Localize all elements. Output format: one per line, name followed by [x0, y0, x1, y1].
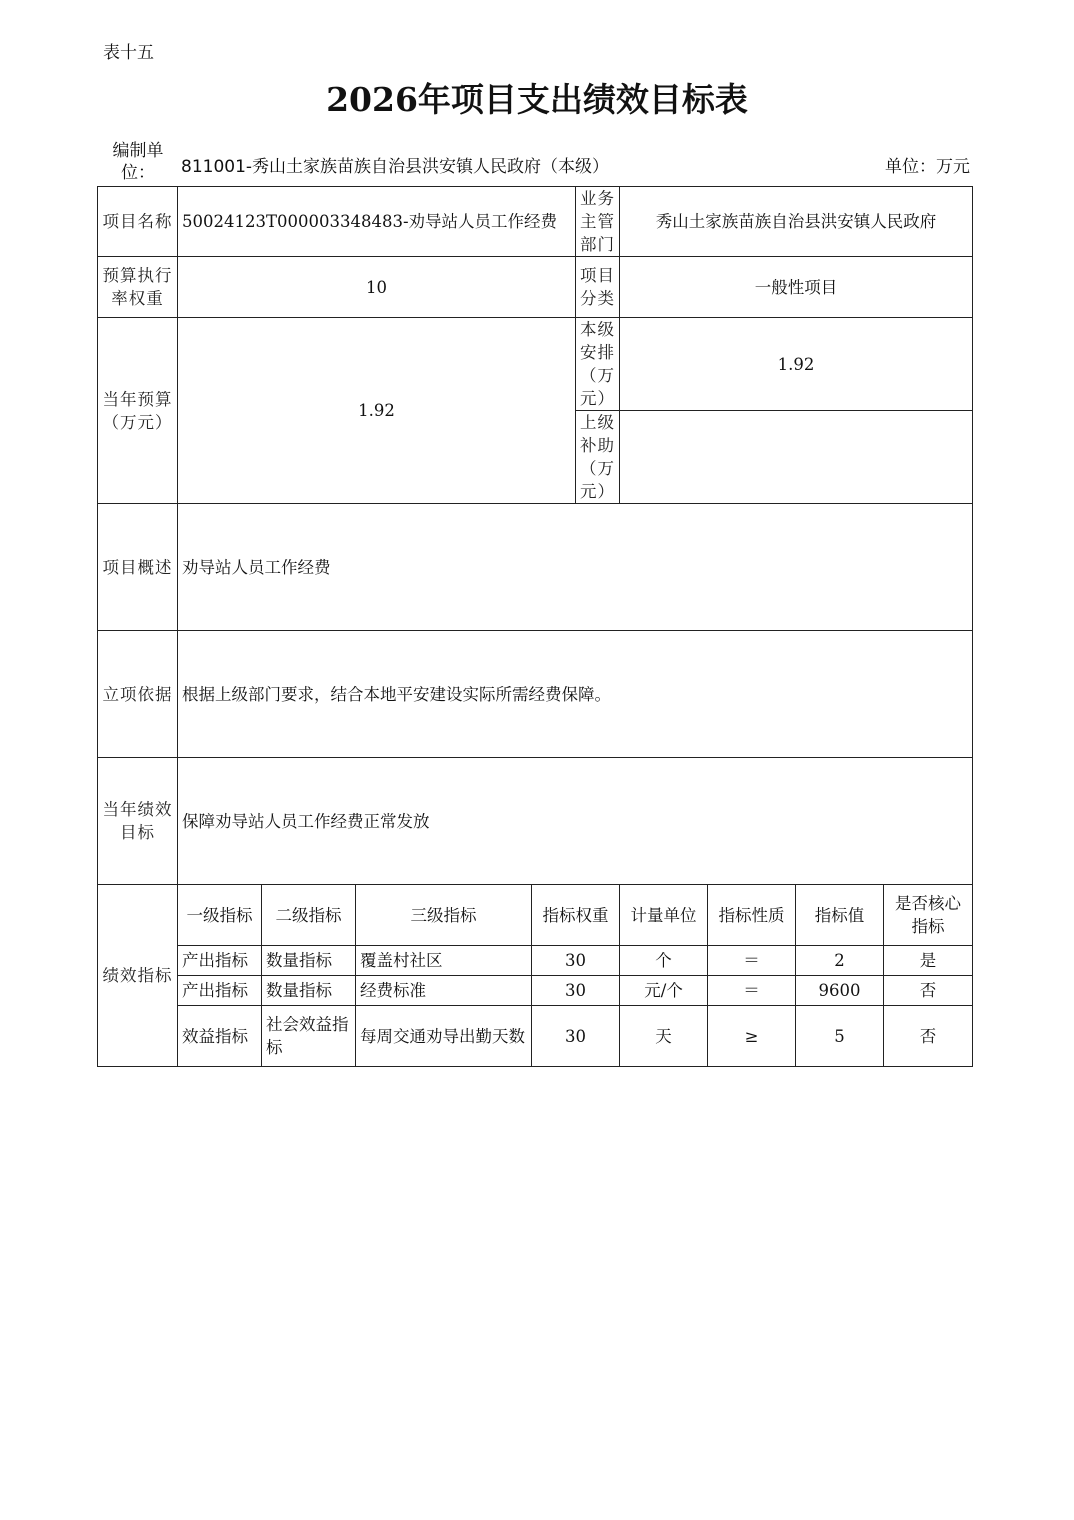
indicator-section-label: 绩效指标 [98, 885, 178, 1067]
basis-value: 根据上级部门要求，结合本地平安建设实际所需经费保障。 [178, 631, 973, 758]
indicator-unit: 天 [620, 1006, 708, 1067]
budget-label: 当年预算（万元） [98, 318, 178, 504]
indicator-weight: 30 [532, 976, 620, 1006]
indicator-weight: 30 [532, 946, 620, 976]
indicator-unit: 元/个 [620, 976, 708, 1006]
goal-value: 保障劝导站人员工作经费正常发放 [178, 758, 973, 885]
upper-value [620, 411, 973, 504]
budget-row [98, 318, 973, 411]
header-weight: 指标权重 [532, 885, 620, 946]
weight-row [98, 257, 973, 318]
indicator-header-row [98, 885, 973, 946]
indicator-nature: ≥ [708, 1006, 796, 1067]
indicator-weight: 30 [532, 1006, 620, 1067]
indicator-level3: 覆盖村社区 [356, 946, 532, 976]
header-unit: 计量单位 [620, 885, 708, 946]
indicator-value: 9600 [796, 976, 884, 1006]
indicator-nature: ＝ [708, 976, 796, 1006]
header-level3: 三级指标 [356, 885, 532, 946]
indicator-level1: 效益指标 [178, 1006, 262, 1067]
weight-value: 10 [178, 257, 576, 318]
basis-label: 立项依据 [98, 631, 178, 758]
indicator-level2: 数量指标 [262, 946, 356, 976]
upper-label: 上级补助（万元） [576, 411, 620, 504]
indicator-unit: 个 [620, 946, 708, 976]
overview-value: 劝导站人员工作经费 [178, 504, 973, 631]
dept-value: 秀山土家族苗族自治县洪安镇人民政府 [620, 187, 973, 257]
indicator-level1: 产出指标 [178, 976, 262, 1006]
indicator-level2: 社会效益指标 [262, 1006, 356, 1067]
category-value: 一般性项目 [620, 257, 973, 318]
indicator-core: 是 [884, 946, 973, 976]
indicator-value: 5 [796, 1006, 884, 1067]
local-label: 本级安排（万元） [576, 318, 620, 411]
header-level2: 二级指标 [262, 885, 356, 946]
weight-label: 预算执行率权重 [98, 257, 178, 318]
basis-row [98, 631, 973, 758]
header-level1: 一级指标 [178, 885, 262, 946]
unit-label: 编制单位： [112, 141, 164, 183]
indicator-value: 2 [796, 946, 884, 976]
page-title: 2026年项目支出绩效目标表 [326, 80, 748, 119]
indicator-core: 否 [884, 1006, 973, 1067]
project-name-row [98, 187, 973, 257]
performance-table [97, 186, 973, 1067]
header-core: 是否核心指标 [884, 885, 973, 946]
currency-unit: 单位：万元 [885, 157, 970, 177]
table-number: 表十五 [103, 43, 154, 63]
project-name-value: 50024123T000003348483-劝导站人员工作经费 [178, 187, 576, 257]
indicator-level3: 经费标准 [356, 976, 532, 1006]
indicator-nature: ＝ [708, 946, 796, 976]
indicator-level1: 产出指标 [178, 946, 262, 976]
table-row [98, 1006, 973, 1067]
table-row [98, 976, 973, 1006]
local-value: 1.92 [620, 318, 973, 411]
dept-label: 业务主管部门 [576, 187, 620, 257]
indicator-core: 否 [884, 976, 973, 1006]
overview-label: 项目概述 [98, 504, 178, 631]
unit-name: 811001-秀山土家族苗族自治县洪安镇人民政府（本级） [181, 157, 610, 177]
budget-value: 1.92 [178, 318, 576, 504]
header-value: 指标值 [796, 885, 884, 946]
indicator-level3: 每周交通劝导出勤天数 [356, 1006, 532, 1067]
indicator-level2: 数量指标 [262, 976, 356, 1006]
table-row [98, 946, 973, 976]
category-label: 项目分类 [576, 257, 620, 318]
header-nature: 指标性质 [708, 885, 796, 946]
overview-row [98, 504, 973, 631]
project-name-label: 项目名称 [98, 187, 178, 257]
goal-label: 当年绩效目标 [98, 758, 178, 885]
goal-row [98, 758, 973, 885]
